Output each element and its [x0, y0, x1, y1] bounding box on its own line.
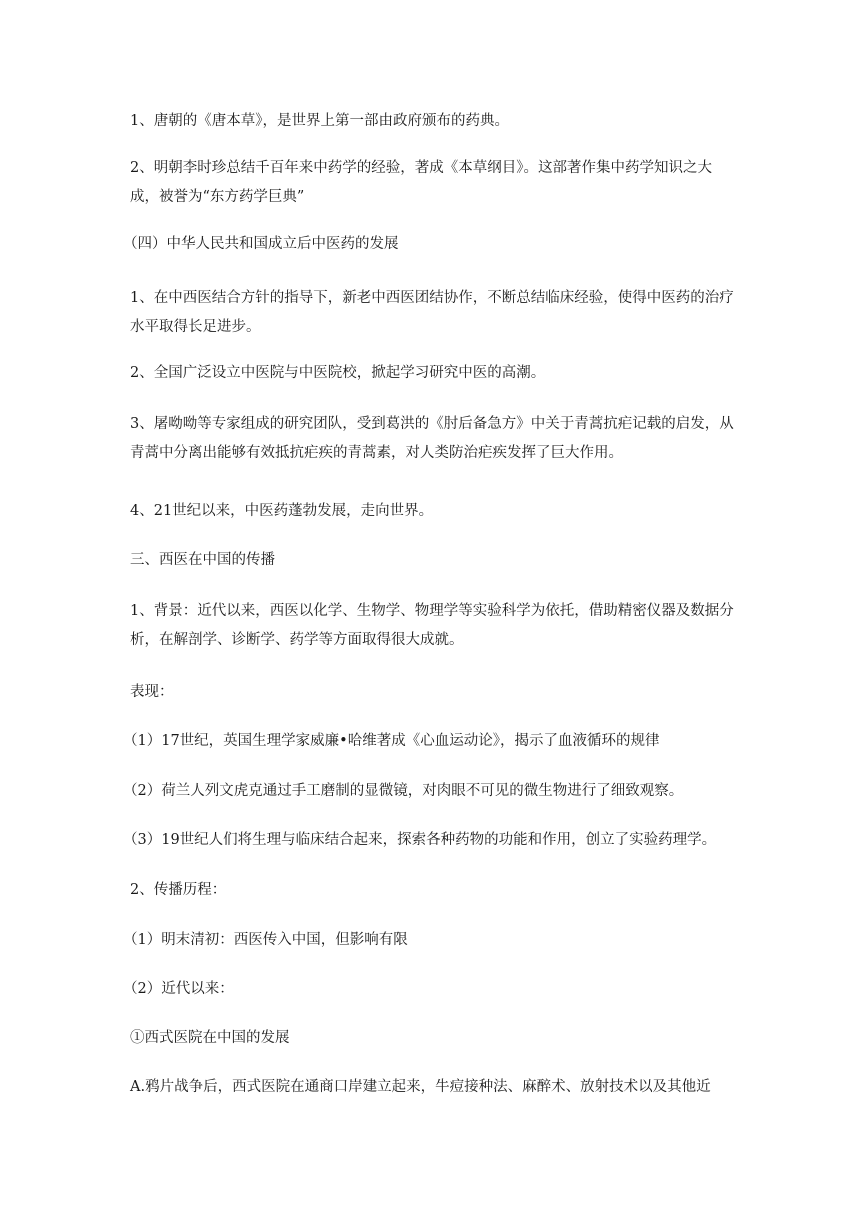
paragraph-tu-youyou: 3、屠呦呦等专家组成的研究团队，受到葛洪的《肘后备急方》中关于青蒿抗疟记载的启发，从青蒿中分离出能够有效抵抗疟疾的青蒿素，对人类防治疟疾发挥了巨大作用。 — [130, 416, 734, 461]
paragraph-modern-times: （2）近代以来： — [123, 981, 234, 997]
paragraph-integration-policy: 1、在中西医结合方针的指导下，新老中西医团结协作，不断总结临床经验，使得中医药的治疗水平取得长足进步。 — [130, 290, 734, 335]
paragraph-pharmacology: （3）19世纪人们将生理与临床结合起来，探索各种药物的功能和作用，创立了实验药理学。 — [123, 832, 717, 848]
paragraph-opium-war: A.鸦片战争后，西式医院在通商口岸建立起来，牛痘接种法、麻醉术、放射技术以及其他近 — [130, 1079, 711, 1095]
paragraph-background: 1、背景：近代以来，西医以化学、生物学、物理学等实验科学为依托，借助精密仪器及数据分析，在解剖学、诊断学、药学等方面取得很大成就。 — [130, 603, 734, 648]
paragraph-bencao-gangmu: 2、明朝李时珍总结千百年来中药学的经验，著成《本草纲目》。这部著作集中药学知识之大成，被誉为“东方药学巨典” — [130, 160, 712, 205]
paragraph-tang-bencao: 1、唐朝的《唐本草》，是世界上第一部由政府颁布的药典。 — [130, 113, 509, 129]
paragraph-ming-qing: （1）明末清初：西医传入中国，但影响有限 — [123, 932, 408, 948]
paragraph-hospitals-schools: 2、全国广泛设立中医院与中医院校，掀起学习研究中医的高潮。 — [130, 365, 546, 381]
paragraph-21st-century: 4、21世纪以来，中医药蓬勃发展，走向世界。 — [130, 503, 434, 519]
section-heading-prc-development: （四）中华人民共和国成立后中医药的发展 — [123, 236, 399, 252]
paragraph-leeuwenhoek: （2）荷兰人列文虎克通过手工磨制的显微镜，对肉眼不可见的微生物进行了细致观察。 — [123, 783, 684, 799]
paragraph-spread-history: 2、传播历程： — [130, 882, 227, 898]
paragraph-western-hospitals: ①西式医院在中国的发展 — [130, 1030, 290, 1046]
paragraph-manifestation-label: 表现： — [130, 684, 174, 700]
paragraph-harvey: （1）17世纪，英国生理学家威廉•哈维著成《心血运动论》，揭示了血液循环的规律 — [123, 733, 660, 749]
section-heading-western-medicine: 三、西医在中国的传播 — [130, 552, 275, 568]
